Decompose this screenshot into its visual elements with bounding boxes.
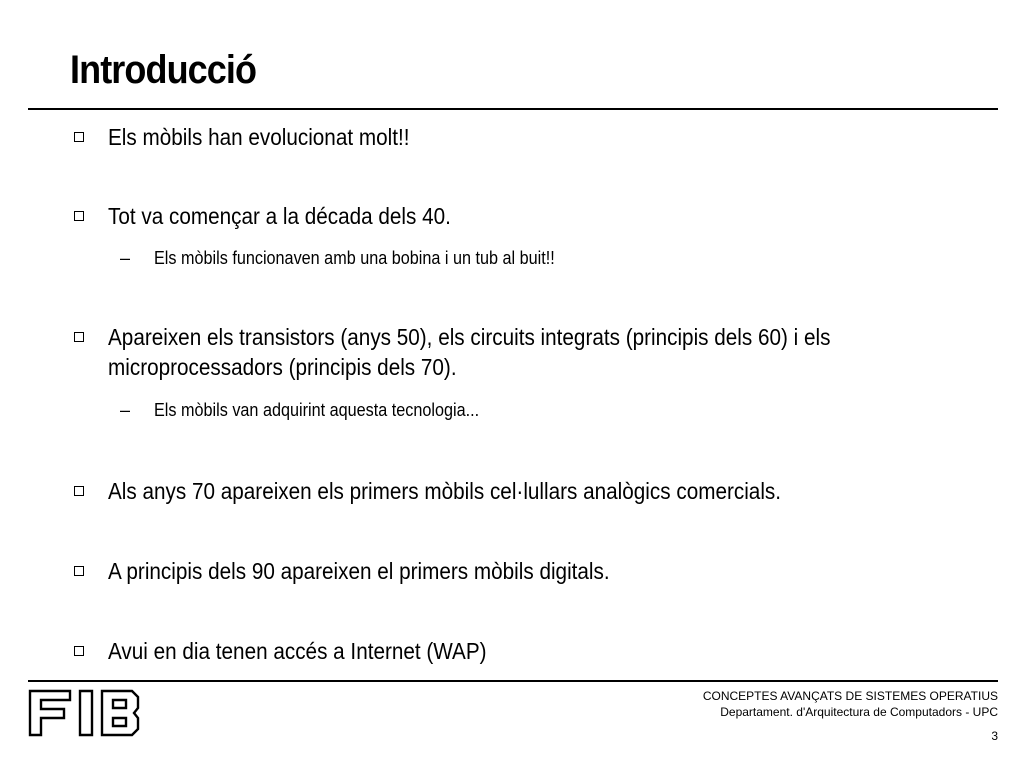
square-bullet-icon — [74, 211, 84, 221]
bullet-text: Avui en dia tenen accés a Internet (WAP) — [108, 638, 487, 664]
footer-divider — [28, 680, 998, 682]
footer-department: Departament. d'Arquitectura de Computadors - UPC — [720, 705, 998, 719]
square-bullet-icon — [74, 486, 84, 496]
bullet-text: Als anys 70 apareixen els primers mòbils cel·lullars analògics comercials. — [108, 478, 782, 504]
title-divider — [28, 108, 998, 110]
square-bullet-icon — [74, 132, 84, 142]
slide-title: Introducció — [70, 48, 257, 92]
sub-bullet-text: Els mòbils funcionaven amb una bobina i un tub al buit!! — [154, 248, 555, 268]
bullet-text: Apareixen els transistors (anys 50), els circuits integrats (principis dels 60) i els microprocessadors (principis dels 70). — [108, 324, 831, 380]
bullet-text: Els mòbils han evolucionat molt!! — [108, 124, 410, 150]
fib-logo — [28, 688, 140, 738]
sub-bullet-text: Els mòbils van adquirint aquesta tecnologia... — [154, 400, 480, 420]
footer-course-title: CONCEPTES AVANÇATS DE SISTEMES OPERATIUS — [702, 689, 998, 703]
bullet-text: A principis dels 90 apareixen el primers mòbils digitals. — [108, 558, 610, 584]
square-bullet-icon — [74, 332, 84, 342]
dash-marker: – — [120, 400, 131, 420]
square-bullet-icon — [74, 566, 84, 576]
page-number: 3 — [991, 729, 998, 743]
square-bullet-icon — [74, 646, 84, 656]
bullet-text: Tot va començar a la década dels 40. — [108, 203, 451, 229]
dash-marker: – — [120, 248, 131, 268]
